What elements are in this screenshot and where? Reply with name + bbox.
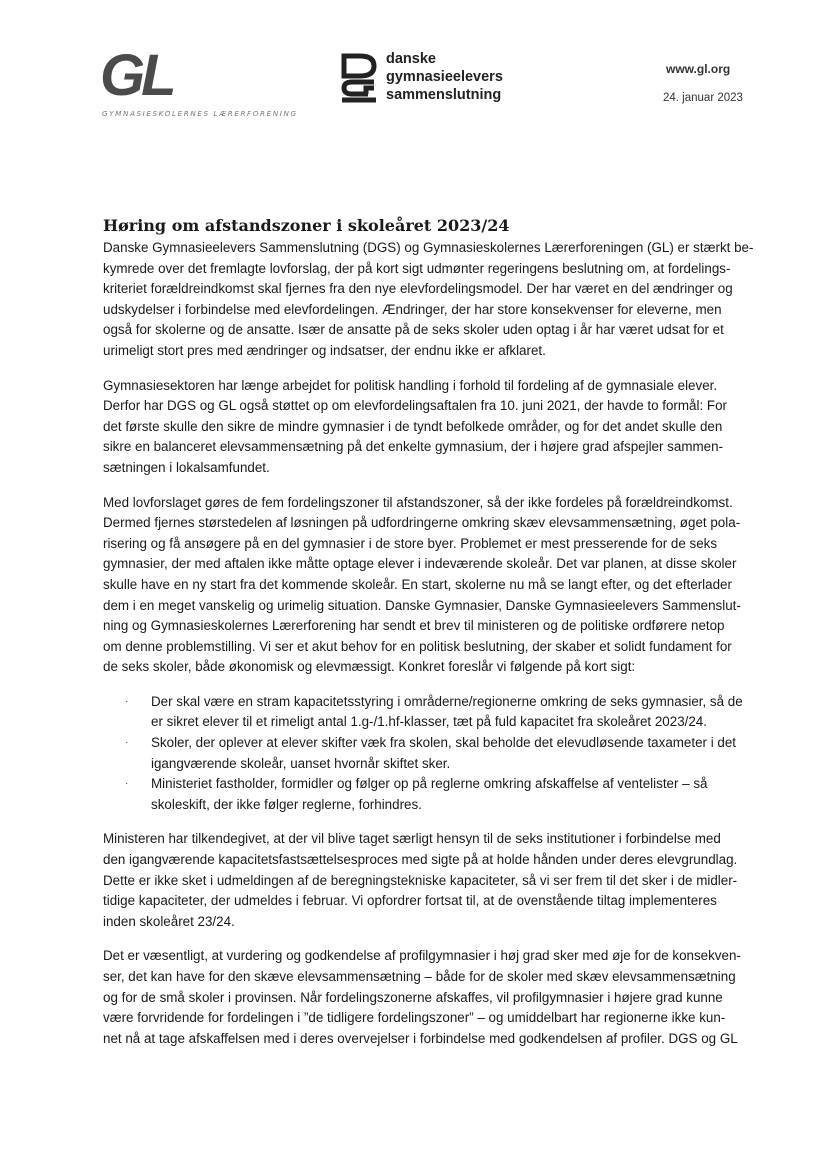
text-line: Med lovforslaget gøres de fem fordelingszoner til afstandszoner, så der ikke fordeles på forældreindkomst. <box>103 494 733 510</box>
text-line: og for de små skoler i provinsen. Når fordelingszonerne afskaffes, vil profilgymnasier i højere grad kunne <box>103 989 723 1005</box>
text-line: Der skal være en stram kapacitetsstyring i områderne/regionerne omkring de seks gymnasier, så de <box>151 693 743 709</box>
dgs-logo <box>338 50 538 110</box>
bullet-icon: · <box>125 695 129 707</box>
text-line: Gymnasiesektoren har længe arbejdet for politisk handling i forhold til fordeling af de gymnasiale elever. <box>103 377 718 393</box>
text-line: Ministeriet fastholder, formidler og følger op på reglerne omkring afskaffelse af ventelister – så <box>151 776 708 792</box>
dgs-line-3: sammenslutning <box>386 87 502 103</box>
text-line: kymrede over det fremlagte lovforslag, der på kort sigt udmønter regeringens beslutning om, at fordelings- <box>103 260 731 276</box>
text-line: dem i en meget vanskelig og urimelig situation. Danske Gymnasier, Danske Gymnasieelevers Sammenslut- <box>103 597 741 613</box>
proposal-list <box>103 692 753 816</box>
text-line: inden skoleåret 23/24. <box>103 913 235 929</box>
gl-logo-letters: GL <box>100 43 173 108</box>
text-line: kriteriet forældreindkomst skal fjernes fra den nye elevfordelingsmodel. Der har været en del ændringer og <box>103 281 733 297</box>
document-title: Høring om afstandszoner i skoleåret 2023/24 <box>103 216 510 235</box>
text-line: ser, det kan have for den skæve elevsammensætning – både for de skoler med skæv elevsammensætning <box>103 969 736 984</box>
text-line: Dette er ikke sket i udmeldingen af de beregningstekniske kapaciteter, så vi ser frem til det sker i de midler- <box>103 872 738 888</box>
text-line: om denne problemstilling. Vi ser et akut behov for en politisk beslutning, der skaber et solidt fundament for <box>103 638 732 654</box>
paragraph-3 <box>103 493 753 678</box>
paragraph-2 <box>103 376 753 479</box>
document-date: 24. januar 2023 <box>663 92 743 104</box>
text-line: gymnasier, der med aftalen ikke måtte optage elever i indeværende skoleår. Det var planen, at disse skoler <box>103 556 737 572</box>
dgs-emblem-icon <box>338 52 380 104</box>
gl-logo-tagline: GYMNASIESKOLERNES LÆRERFORENING <box>102 109 298 118</box>
dgs-logo-text <box>386 50 503 104</box>
text-line: Danske Gymnasieelevers Sammenslutning (DGS) og Gymnasieskolernes Lærerforeningen (GL) er stærkt be- <box>103 240 754 255</box>
text-line: urimeligt stort pres med ændringer og indsatser, der endnu ikke er afklaret. <box>103 342 546 358</box>
text-line: den igangværende kapacitetsfastsættelsesproces med sigte på at holde hånden under deres elevgrundlag. <box>103 852 738 868</box>
text-line: Dermed fjernes størstedelen af løsningen på udfordringerne omkring skæv elevsammensætning, øget pola- <box>103 515 741 531</box>
text-line: udskydelser i forbindelse med elevfordelingen. Ændringer, der har store konsekvenser for eleverne, men <box>103 301 722 317</box>
text-line: skoleskift, der ikke følger reglerne, forhindres. <box>151 796 422 812</box>
paragraph-1 <box>103 238 753 362</box>
list-item <box>103 774 753 815</box>
dgs-line-1: danske <box>386 51 436 67</box>
dgs-line-2: gymnasieelevers <box>386 69 503 85</box>
paragraph-5 <box>103 946 753 1049</box>
bullet-icon: · <box>125 778 129 790</box>
gl-logo <box>100 43 298 120</box>
text-line: Det er væsentligt, at vurdering og godkendelse af profilgymnasier i høj grad sker med øje for de konsekven- <box>103 948 741 964</box>
text-line: ning og Gymnasieskolernes Lærerforening har sendt et brev til ministeren og de politiske ordførere netop <box>103 618 725 634</box>
text-line: tidige kapaciteter, der udmeldes i februar. Vi opfordrer fortsat til, at de ovenstående tiltag implementeres <box>103 893 717 909</box>
text-line: sætningen i lokalsamfundet. <box>103 459 270 475</box>
text-line: igangværende skoleår, uanset hvornår skiftet sker. <box>151 755 451 771</box>
website-link[interactable]: www.gl.org <box>666 62 731 76</box>
bullet-icon: · <box>125 737 129 749</box>
document-body <box>103 238 753 1063</box>
text-line: skulle have en ny start fra det kommende skoleår. En start, skolerne nu må se langt efter, og det efterlader <box>103 576 732 592</box>
text-line: være forvridende for fordelingen i ”de tidligere fordelingszoner” – og umiddelbart har regionerne ikke kun- <box>103 1010 726 1026</box>
text-line: det første skulle den sikre de mindre gymnasier i de tyndt befolkede områder, og for det andet skulle den <box>103 418 723 434</box>
list-item <box>103 692 753 733</box>
paragraph-4 <box>103 829 753 932</box>
text-line: er sikret elever til et rimeligt antal 1.g-/1.hf-klasser, tæt på fuld kapacitet fra skoleåret 2023/24. <box>151 714 707 730</box>
text-line: Skoler, der oplever at elever skifter væk fra skolen, skal beholde det elevudløsende taxameter i det <box>151 735 737 751</box>
text-line: risering og få ansøgere på en del gymnasier i de store byer. Problemet er mest presserende for de seks <box>103 535 718 551</box>
text-line: net nå at tage afskaffelsen med i deres overvejelser i forbindelse med godkendelsen af profiler. DGS og GL <box>103 1030 738 1046</box>
text-line: sikre en balanceret elevsammensætning på det enkelte gymnasium, der i højere grad afspejler sammen- <box>103 439 723 455</box>
text-line: Derfor har DGS og GL også støttet op om elevfordelingsaftalen fra 10. juni 2021, der havde to formål: For <box>103 398 727 414</box>
text-line: Ministeren har tilkendegivet, at der vil blive taget særligt hensyn til de seks institutioner i forbindelse med <box>103 831 721 847</box>
text-line: de seks skoler, både økonomisk og elevmæssigt. Konkret foreslår vi følgende på kort sigt: <box>103 659 636 675</box>
list-item <box>103 733 753 774</box>
text-line: også for skolerne og de ansatte. Især de ansatte på de seks skoler uden optag i år har været udsat for et <box>103 322 724 338</box>
